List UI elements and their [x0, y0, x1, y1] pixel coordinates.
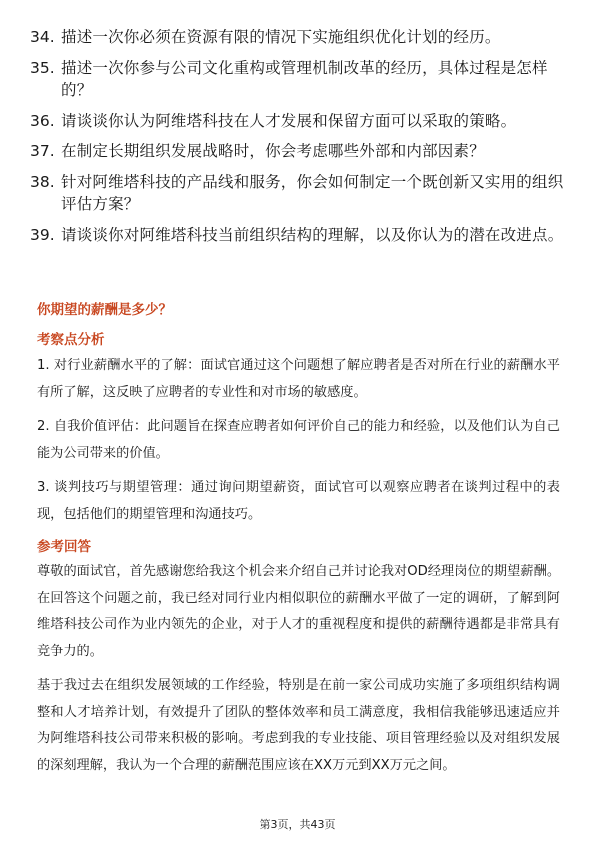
answer-body [37, 559, 560, 787]
analysis-points [37, 353, 560, 536]
question-list [30, 26, 570, 254]
question-item [30, 171, 570, 216]
question-number: 37. [30, 142, 55, 160]
question-text: 请谈谈你对阿维塔科技当前组织结构的理解，以及你认为的潜在改进点。 [61, 225, 564, 244]
question-item [30, 140, 570, 163]
question-item [30, 26, 570, 49]
answer-paragraph: 基于我过去在组织发展领域的工作经验，特别是在前一家公司成功实施了多项组织结构调整和人才培养计划，有效提升了团队的整体效率和员工满意度，我相信我能够迅速适应并为阿维塔科技公司带来积极的影响。考虑到我的专业技能、项目管理经验以及对组织发展的深刻理解，我认为一个合理的薪酬范围应该在XX万元到XX万元之间。 [37, 678, 560, 773]
question-number: 38. [30, 172, 55, 191]
question-text: 描述一次你必须在资源有限的情况下实施组织优化计划的经历。 [61, 28, 501, 46]
analysis-point: 2. 自我价值评估：此问题旨在探查应聘者如何评价自己的能力和经验，以及他们认为自己能为公司带来的价值。 [37, 419, 560, 461]
analysis-heading: 考察点分析 [37, 332, 105, 348]
question-text: 请谈谈你认为阿维塔科技在人才发展和保留方面可以采取的策略。 [61, 111, 517, 130]
analysis-point: 3. 谈判技巧与期望管理：通过询问期望薪资，面试官可以观察应聘者在谈判过程中的表现，包括他们的期望管理和沟通技巧。 [37, 480, 560, 522]
section-title: 你期望的薪酬是多少？ [37, 302, 172, 318]
question-text: 针对阿维塔科技的产品线和服务，你会如何制定一个既创新又实用的组织评估方案？ [61, 172, 564, 213]
question-item [30, 57, 570, 102]
question-number: 36. [30, 111, 55, 130]
question-number: 35. [30, 58, 55, 77]
question-text: 描述一次你参与公司文化重构或管理机制改革的经历，具体过程是怎样的？ [61, 58, 548, 99]
question-number: 39. [30, 225, 55, 244]
answer-heading: 参考回答 [37, 539, 91, 555]
question-item [30, 224, 570, 247]
question-item [30, 110, 570, 133]
question-text: 在制定长期组织发展战略时，你会考虑哪些外部和内部因素？ [61, 142, 485, 160]
analysis-point: 1. 对行业薪酬水平的了解：面试官通过这个问题想了解应聘者是否对所在行业的薪酬水平有所了解，这反映了应聘者的专业性和对市场的敏感度。 [37, 358, 560, 400]
answer-paragraph: 尊敬的面试官，首先感谢您给我这个机会来介绍自己并讨论我对OD经理岗位的期望薪酬。在回答这个问题之前，我已经对同行业内相似职位的薪酬水平做了一定的调研，了解到阿维塔科技公司作为业内领先的企业，对于人才的重视程度和提供的薪酬待遇都是非常具有竞争力的。 [37, 564, 560, 659]
page-number: 第3页，共43页 [259, 818, 336, 831]
question-number: 34. [30, 28, 55, 46]
